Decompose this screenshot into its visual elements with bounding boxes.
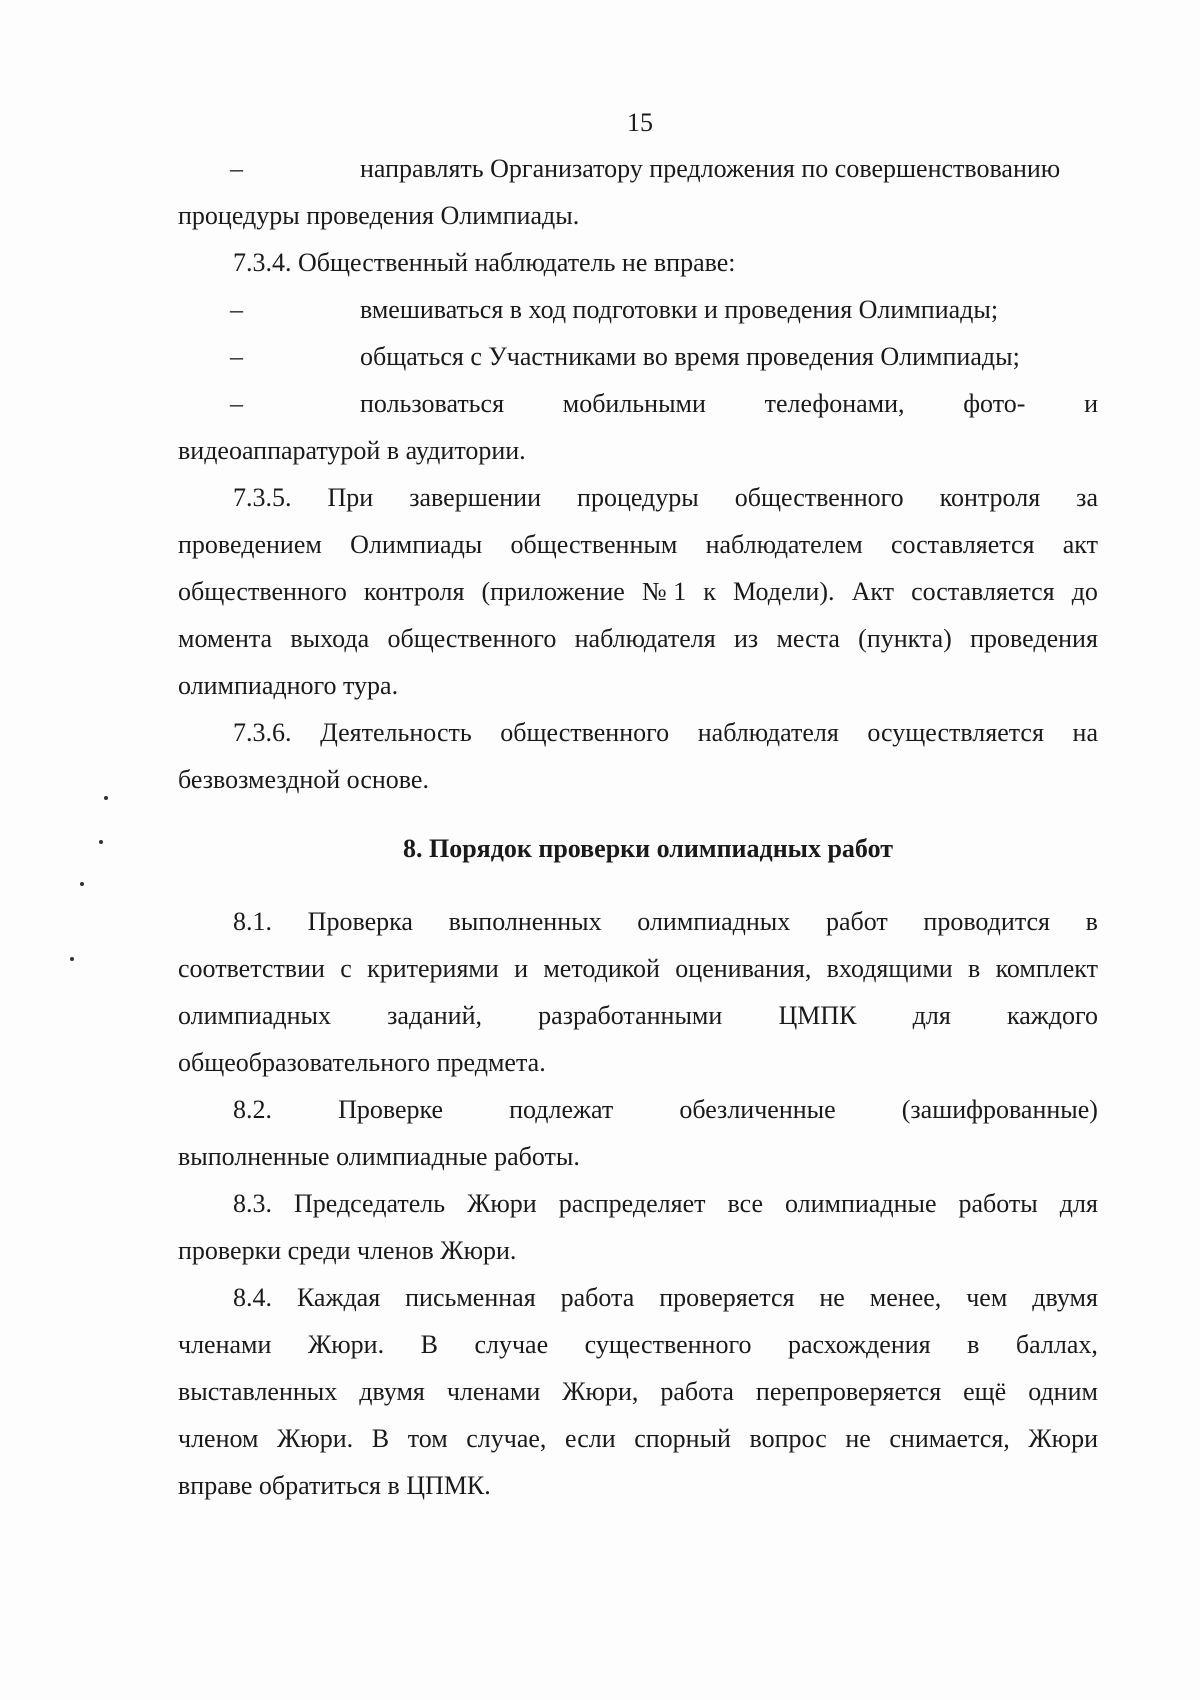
clause-7-3-5 — [178, 474, 1098, 521]
word: Проверка — [307, 907, 413, 936]
word: для — [912, 1001, 951, 1030]
word: Жюри, — [562, 1377, 639, 1406]
word: ещё — [963, 1377, 1007, 1406]
word: выполненных — [448, 907, 602, 936]
word: проверяется — [659, 1283, 795, 1312]
list-item — [178, 145, 1098, 192]
scan-speck — [70, 957, 74, 961]
text-line: процедуры проведения Олимпиады. — [178, 201, 580, 230]
word: Деятельность — [320, 718, 472, 747]
word: проведения — [970, 624, 1098, 653]
justified-line — [178, 615, 1098, 662]
word: членом — [178, 1424, 259, 1453]
list-item — [178, 286, 1098, 333]
word: методикой — [543, 954, 660, 983]
word: обезличенные — [679, 1095, 836, 1124]
word: в — [968, 954, 981, 983]
word: и — [514, 954, 529, 983]
word: олимпиадных — [178, 1001, 331, 1030]
word: чем — [966, 1283, 1008, 1312]
clause-8-3 — [178, 1180, 1098, 1227]
word: двумя — [359, 1377, 425, 1406]
word: олимпиадные — [784, 1189, 937, 1218]
word: проводится — [923, 907, 1050, 936]
clause-8-1 — [178, 898, 1098, 945]
text-line: олимпиадного тура. — [178, 671, 399, 700]
justified-line — [178, 945, 1098, 992]
word: (зашифрованные) — [901, 1095, 1098, 1124]
word: 8.1. — [233, 907, 272, 936]
word: общественного — [500, 718, 670, 747]
word: случае, — [466, 1424, 547, 1453]
word: общественного — [734, 483, 904, 512]
word: том — [407, 1424, 448, 1453]
document-body — [178, 145, 1098, 1509]
text-line: общеобразовательного предмета. — [178, 1048, 546, 1077]
word: комплект — [995, 954, 1098, 983]
word: с — [340, 954, 352, 983]
word: если — [565, 1424, 616, 1453]
word: вопрос — [749, 1424, 827, 1453]
word: не — [819, 1283, 845, 1312]
word: общественным — [510, 530, 678, 559]
list-item — [178, 380, 1098, 427]
word: 8.4. — [233, 1283, 272, 1312]
justified-line — [178, 1368, 1098, 1415]
word: общественного — [387, 624, 557, 653]
justified-line — [178, 992, 1098, 1039]
word: существенного — [584, 1330, 752, 1359]
list-item — [178, 333, 1098, 380]
word: В — [420, 1330, 438, 1359]
text-line: проверки среди членов Жюри. — [178, 1236, 517, 1265]
word: двумя — [1032, 1283, 1098, 1312]
word: выхода — [290, 624, 370, 653]
clause-7-3-4: 7.3.4. Общественный наблюдатель не вправе: — [233, 248, 736, 277]
word: наблюдателя — [574, 624, 716, 653]
clause-7-3-6 — [178, 709, 1098, 756]
list-dash: – — [230, 154, 243, 183]
list-dash: – — [230, 389, 243, 418]
word: общественного — [178, 577, 347, 606]
word: При — [327, 483, 374, 512]
word: членами — [178, 1330, 272, 1359]
word: заданий, — [387, 1001, 482, 1030]
word: из — [733, 624, 759, 653]
word: (приложение — [481, 577, 625, 606]
word: Председатель — [293, 1189, 446, 1218]
word: одним — [1028, 1377, 1098, 1406]
word: соответствии — [178, 954, 325, 983]
list-dash: – — [230, 295, 243, 324]
word: (пункта) — [858, 624, 952, 653]
word: спорный — [634, 1424, 731, 1453]
word: все — [727, 1189, 763, 1218]
word: Каждая — [296, 1283, 381, 1312]
word: Жюри. — [307, 1330, 385, 1359]
word: до — [1071, 577, 1098, 606]
word: Проверке — [338, 1095, 444, 1124]
scan-speck — [80, 882, 84, 886]
word: работа — [560, 1283, 635, 1312]
scan-speck — [104, 796, 108, 800]
section-heading: 8. Порядок проверки олимпиадных работ — [402, 834, 894, 863]
word: акт — [1062, 530, 1098, 559]
word: перепроверяется — [755, 1377, 942, 1406]
text-line: вмешиваться в ход подготовки и проведения Олимпиады; — [360, 295, 999, 324]
word: 8.3. — [233, 1189, 272, 1218]
word: наблюдателя — [697, 718, 839, 747]
justified-line — [178, 521, 1098, 568]
word: ЦМПК — [778, 1001, 857, 1030]
word: каждого — [1006, 1001, 1098, 1030]
clause-8-2 — [178, 1086, 1098, 1133]
word: 7.3.5. — [233, 483, 292, 512]
text-line: выполненные олимпиадные работы. — [178, 1142, 580, 1171]
justified-line — [302, 380, 1098, 427]
word: работ — [825, 907, 888, 936]
list-dash: – — [230, 342, 243, 371]
word: работа — [660, 1377, 734, 1406]
word: членами — [446, 1377, 541, 1406]
word: работы — [958, 1189, 1038, 1218]
word: Жюри — [1028, 1424, 1098, 1453]
word: баллах, — [1015, 1330, 1098, 1359]
word: телефонами, — [764, 389, 905, 418]
word: письменная — [405, 1283, 536, 1312]
word: составляется — [890, 530, 1035, 559]
word: для — [1059, 1189, 1098, 1218]
word: наблюдателем — [705, 530, 863, 559]
word: разработанными — [538, 1001, 723, 1030]
word: 8.2. — [233, 1095, 272, 1124]
word: Жюри. — [277, 1424, 354, 1453]
word: процедуры — [577, 483, 699, 512]
justified-line — [178, 1321, 1098, 1368]
word: не — [845, 1424, 871, 1453]
word: Олимпиады — [350, 530, 483, 559]
word: к — [703, 577, 716, 606]
word: подлежат — [509, 1095, 614, 1124]
word: в — [1085, 907, 1098, 936]
word: проведением — [178, 530, 322, 559]
word: олимпиадных — [637, 907, 791, 936]
word: и — [1084, 389, 1098, 418]
word: места — [776, 624, 840, 653]
word: № 1 — [641, 577, 687, 606]
word: контроля — [363, 577, 465, 606]
word: составляется — [911, 577, 1055, 606]
text-line: вправе обратиться в ЦПМК. — [178, 1471, 491, 1500]
word: Модели). — [732, 577, 835, 606]
text-line: направлять Организатору предложения по совершенствованию — [360, 154, 1061, 183]
word: завершении — [409, 483, 542, 512]
word: контроля — [939, 483, 1041, 512]
word: момента — [178, 624, 273, 653]
word: мобильными — [562, 389, 706, 418]
word: 7.3.6. — [233, 718, 292, 747]
word: в — [967, 1330, 980, 1359]
word: распределяет — [558, 1189, 706, 1218]
word: Акт — [851, 577, 895, 606]
text-line: общаться с Участниками во время проведения Олимпиады; — [360, 342, 1020, 371]
justified-line — [178, 568, 1098, 615]
scan-speck — [99, 840, 103, 844]
word: снимается, — [889, 1424, 1010, 1453]
word: выставленных — [178, 1377, 338, 1406]
word: случае — [474, 1330, 549, 1359]
word: В — [371, 1424, 390, 1453]
page-number: 15 — [627, 108, 653, 137]
word: Жюри — [467, 1189, 537, 1218]
word: на — [1072, 718, 1098, 747]
clause-8-4 — [178, 1274, 1098, 1321]
word: за — [1076, 483, 1098, 512]
word: критериями — [367, 954, 499, 983]
word: входящими — [826, 954, 953, 983]
word: оценивания, — [675, 954, 812, 983]
word: пользоваться — [360, 389, 505, 418]
text-line: видеоаппаратурой в аудитории. — [178, 436, 526, 465]
word: расхождения — [787, 1330, 931, 1359]
word: менее, — [869, 1283, 942, 1312]
word: осуществляется — [867, 718, 1044, 747]
text-line: безвозмездной основе. — [178, 765, 429, 794]
justified-line — [178, 1415, 1098, 1462]
word: фото- — [963, 389, 1026, 418]
